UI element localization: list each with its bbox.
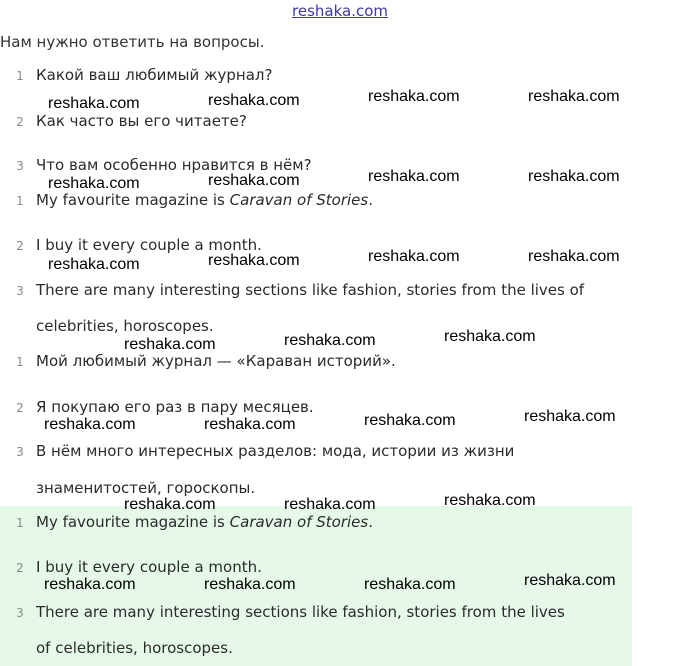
watermark: reshaka.com xyxy=(368,168,460,185)
answer-text-line-2: of celebrities, horoscopes. xyxy=(36,639,233,657)
watermark: reshaka.com xyxy=(444,328,536,345)
answer-text: Мой любимый журнал — «Караван историй». xyxy=(36,352,396,370)
watermark: reshaka.com xyxy=(48,175,140,192)
watermark: reshaka.com xyxy=(284,496,376,513)
answer-text xyxy=(36,513,373,531)
watermark: reshaka.com xyxy=(208,252,300,269)
site-header-link[interactable]: reshaka.com xyxy=(292,2,388,20)
watermark: reshaka.com xyxy=(364,576,456,593)
item-number: 3 xyxy=(16,606,24,620)
magazine-title: Caravan of Stories xyxy=(229,513,369,531)
watermark: reshaka.com xyxy=(204,576,296,593)
watermark: reshaka.com xyxy=(284,332,376,349)
item-number: 3 xyxy=(16,284,24,298)
item-number: 2 xyxy=(16,561,24,575)
watermark: reshaka.com xyxy=(364,412,456,429)
watermark: reshaka.com xyxy=(528,248,620,265)
item-number: 1 xyxy=(16,516,24,530)
question-text: Что вам особенно нравится в нём? xyxy=(36,156,312,174)
watermark: reshaka.com xyxy=(124,496,216,513)
watermark: reshaka.com xyxy=(368,88,460,105)
answer-text-line-2: знаменитостей, гороскопы. xyxy=(36,479,256,497)
watermark: reshaka.com xyxy=(44,576,136,593)
answer-text: I buy it every couple a month. xyxy=(36,558,262,576)
item-number: 2 xyxy=(16,401,24,415)
watermark: reshaka.com xyxy=(48,256,140,273)
answer-text-post: . xyxy=(368,513,373,531)
watermark: reshaka.com xyxy=(524,572,616,589)
answer-text: Я покупаю его раз в пару месяцев. xyxy=(36,398,314,416)
watermark: reshaka.com xyxy=(48,95,140,112)
watermark: reshaka.com xyxy=(44,416,136,433)
watermark: reshaka.com xyxy=(524,408,616,425)
answer-text-line-1: There are many interesting sections like fashion, stories from the lives of xyxy=(36,281,585,299)
watermark: reshaka.com xyxy=(204,416,296,433)
watermark: reshaka.com xyxy=(208,92,300,109)
question-text: Как часто вы его читаете? xyxy=(36,112,247,130)
item-number: 3 xyxy=(16,159,24,173)
watermark: reshaka.com xyxy=(444,492,536,509)
answer-text-line-2: celebrities, horoscopes. xyxy=(36,317,214,335)
watermark: reshaka.com xyxy=(208,172,300,189)
answer-text-pre: My favourite magazine is xyxy=(36,191,230,209)
watermark: reshaka.com xyxy=(124,336,216,353)
item-number: 1 xyxy=(16,194,24,208)
watermark: reshaka.com xyxy=(368,248,460,265)
answer-text-post: . xyxy=(368,191,373,209)
item-number: 2 xyxy=(16,115,24,129)
item-number: 3 xyxy=(16,445,24,459)
watermark: reshaka.com xyxy=(528,168,620,185)
answer-text-pre: My favourite magazine is xyxy=(36,513,230,531)
item-number: 2 xyxy=(16,239,24,253)
answer-text xyxy=(36,191,373,209)
magazine-title: Caravan of Stories xyxy=(229,191,369,209)
question-text: Какой ваш любимый журнал? xyxy=(36,66,273,84)
item-number: 1 xyxy=(16,69,24,83)
answer-text: I buy it every couple a month. xyxy=(36,236,262,254)
intro-text: Нам нужно ответить на вопросы. xyxy=(0,33,265,51)
answer-text-line-1: В нём много интересных разделов: мода, истории из жизни xyxy=(36,442,515,460)
answer-text-line-1: There are many interesting sections like fashion, stories from the lives xyxy=(36,603,565,621)
watermark: reshaka.com xyxy=(528,88,620,105)
item-number: 1 xyxy=(16,355,24,369)
